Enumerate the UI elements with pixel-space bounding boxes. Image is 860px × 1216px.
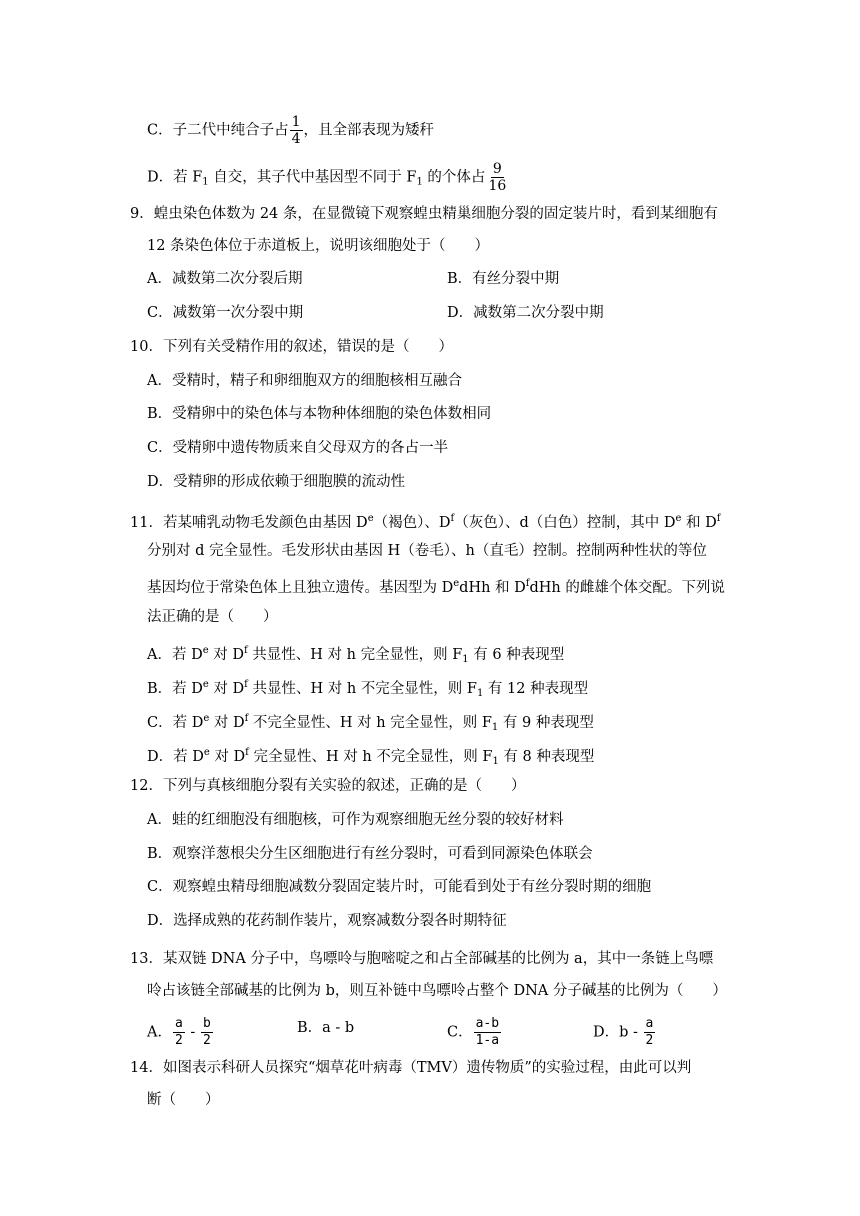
q11-option-c: C．若 De 对 $D^f$ 不完全显性、H 对 h 完全显性，则 $F_1$ 有 9 种表现型 — [147, 713, 594, 733]
q12-stem: 12．下列与真核细胞分裂有关实验的叙述，正确的是（ ） — [130, 778, 526, 794]
q12-option-a: A．蛙的红细胞没有细胞核，可作为观察细胞无丝分裂的较好材料 — [147, 812, 564, 828]
q11-stem-line1: 11．若某哺乳动物毛发颜色由基因 De（褐色）、$D^f$（灰色）、d（白色）控制，其中 De 和 $D^f$ — [130, 513, 721, 531]
q13-option-d: D．b - $\frac{a}{2}$ — [593, 1016, 654, 1048]
q11-option-a: A．若 De 对 $D^f$ 共显性、H 对 h 完全显性，则 $F_1$ 有 6 种表现型 — [147, 645, 565, 665]
fraction: $\frac{a}{2}$ — [645, 1016, 654, 1048]
fraction: $\frac{a}{2}$ — [174, 1016, 183, 1048]
q10-option-b: B．受精卵中的染色体与本物种体细胞的染色体数相同 — [147, 406, 492, 422]
fraction: $\frac{1}{4}$ — [291, 114, 301, 147]
q13-option-a: A． $\frac{a}{2}$ - $\frac{b}{2}$ — [147, 1016, 211, 1048]
q14-stem-line2: 断（ ） — [147, 1092, 220, 1108]
q10-option-d: D．受精卵的形成依赖于细胞膜的流动性 — [147, 474, 406, 490]
q10-stem: 10．下列有关受精作用的叙述，错误的是（ ） — [130, 339, 453, 355]
q10-option-a: A．受精时，精子和卵细胞双方的细胞核相互融合 — [147, 373, 462, 389]
q14-stem-line1: 14．如图表示科研人员探究“烟草花叶病毒（TMV）遗传物质”的实验过程，由此可以判 — [130, 1060, 692, 1076]
q9-stem-line1: 9．蝗虫染色体数为 24 条，在显微镜下观察蝗虫精巢细胞分裂的固定装片时，看到某细胞有 — [130, 206, 718, 222]
fraction: $\frac{9}{16}$ — [488, 161, 507, 194]
q10-option-c: C．受精卵中遗传物质来自父母双方的各占一半 — [147, 440, 449, 456]
q8-option-c: C．子二代中纯合子占 $\frac{1}{4}$ ，且全部表现为矮秆 — [147, 114, 435, 147]
q13-option-b: B．a - b — [297, 1020, 355, 1036]
q9-stem-line2: 12 条染色体位于赤道板上，说明该细胞处于（ ） — [147, 238, 490, 254]
q13-stem-line2: 呤占该链全部碱基的比例为 b，则互补链中鸟嘌呤占整个 DNA 分子碱基的比例为（ ） — [147, 983, 727, 999]
q11-stem-line3: 基因均位于常染色体上且独立遗传。基因型为 DedHh 和 $D^fdHh$ 的雌雄个体交配。下列说 — [147, 578, 725, 596]
fraction: $\frac{b}{2}$ — [202, 1016, 211, 1048]
q9-option-b: B．有丝分裂中期 — [447, 271, 560, 287]
q12-option-d: D．选择成熟的花药制作装片，观察减数分裂各时期特征 — [147, 913, 507, 929]
q12-option-c: C．观察蝗虫精母细胞减数分裂固定装片时，可能看到处于有丝分裂时期的细胞 — [147, 879, 652, 895]
q9-option-a: A．减数第二次分裂后期 — [147, 271, 303, 287]
q11-stem-line4: 法正确的是（ ） — [147, 609, 278, 625]
q12-option-b: B．观察洋葱根尖分生区细胞进行有丝分裂时，可看到同源染色体联会 — [147, 846, 593, 862]
q11-option-b: B．若 De 对 $D^f$ 共显性、H 对 h 不完全显性，则 $F_1$ 有 12 种表现型 — [147, 679, 589, 699]
q13-option-c: C． $\frac{a-b}{1-a}$ — [447, 1016, 500, 1048]
q8-option-d: D．若 $F_1$ 自交，其子代中基因型不同于 $F_1$ 的个体占 $\frac{9}{16}$ — [147, 161, 507, 194]
q11-option-d: D．若 De 对 $D^f$ 完全显性、H 对 h 不完全显性，则 $F_1$ 有 8 种表现型 — [147, 747, 595, 767]
q13-stem-line1: 13．某双链 DNA 分子中，鸟嘌呤与胞嘧啶之和占全部碱基的比例为 a，其中一条链上鸟嘌 — [130, 951, 714, 967]
q9-option-c: C．减数第一次分裂中期 — [147, 305, 304, 321]
q11-stem-line2: 分别对 d 完全显性。毛发形状由基因 H（卷毛）、h（直毛）控制。控制两种性状的等位 — [147, 543, 707, 559]
fraction: $\frac{a-b}{1-a}$ — [475, 1016, 500, 1048]
q9-option-d: D．减数第二次分裂中期 — [447, 305, 604, 321]
